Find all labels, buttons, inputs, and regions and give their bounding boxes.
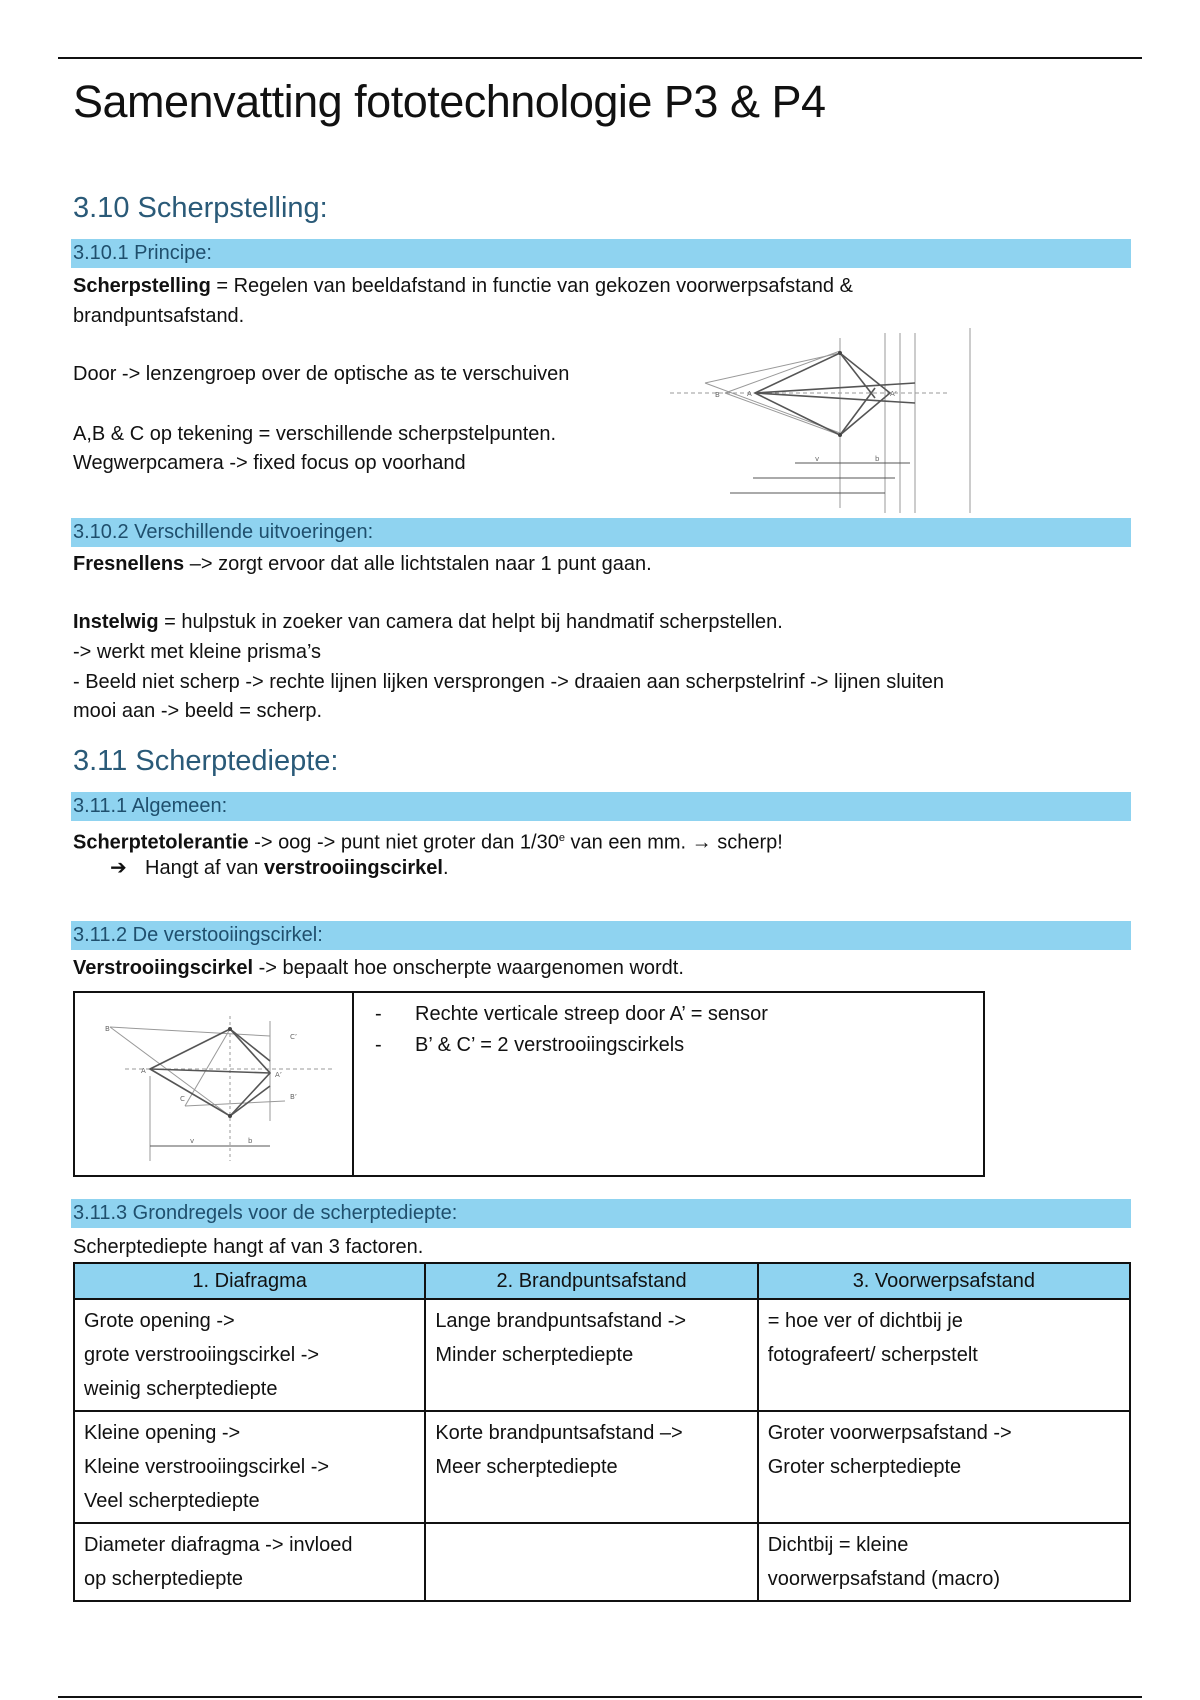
verstrooiing-diagram-svg bbox=[85, 1001, 345, 1171]
column-header-voorwerpsafstand: 3. Voorwerpsafstand bbox=[758, 1263, 1130, 1299]
fig2-label-a-prime: A’ bbox=[275, 1071, 283, 1079]
fig2-label-a: A bbox=[141, 1067, 146, 1075]
line-fresnellens bbox=[73, 549, 652, 579]
table-cell: Korte brandpuntsafstand –> Meer scherptediepte bbox=[425, 1411, 757, 1523]
bullet-text: Rechte verticale streep door A’ = sensor bbox=[415, 1003, 768, 1025]
fresnellens-text: –> zorgt ervoor dat alle lichtstalen naar 1 punt gaan. bbox=[184, 553, 652, 575]
table-header-row bbox=[74, 1263, 1130, 1299]
line-prisma: -> werkt met kleine prisma’s bbox=[73, 641, 322, 663]
scherptetolerantie-text-2: van een mm. → scherp! bbox=[564, 831, 783, 854]
bullet-dash: - bbox=[375, 1003, 382, 1025]
subheading-3-10-2: 3.10.2 Verschillende uitvoeringen: bbox=[73, 521, 374, 543]
table-cell: Grote opening -> grote verstrooiingscirkel -> weinig scherptediepte bbox=[74, 1299, 425, 1411]
fig2-label-c: C bbox=[180, 1095, 185, 1103]
subheading-bar-3-11-1 bbox=[71, 792, 1131, 821]
arrow-icon: ➔ bbox=[110, 857, 127, 879]
table-cell: = hoe ver of dichtbij je fotografeert/ scherpstelt bbox=[758, 1299, 1130, 1411]
table-cell: Kleine opening -> Kleine verstrooiingscirkel -> Veel scherptediepte bbox=[74, 1411, 425, 1523]
box-divider bbox=[352, 993, 354, 1175]
subheading-3-11-3: 3.11.3 Grondregels voor de scherptediepte: bbox=[73, 1202, 458, 1224]
term-scherpstelling: Scherpstelling bbox=[73, 275, 211, 297]
bullet-item bbox=[375, 999, 768, 1030]
fig1-label-a: A bbox=[747, 390, 752, 398]
fig2-label-b-small: b bbox=[248, 1137, 253, 1145]
section-heading-3-10: 3.10 Scherpstelling: bbox=[73, 192, 328, 224]
subheading-3-10-1: 3.10.1 Principe: bbox=[73, 242, 212, 264]
table-row bbox=[74, 1299, 1130, 1411]
term-scherptetolerantie: Scherptetolerantie bbox=[73, 831, 249, 854]
definition-continued: brandpuntsafstand. bbox=[73, 305, 245, 327]
page-title: Samenvatting fototechnologie P3 & P4 bbox=[73, 76, 826, 127]
column-header-diafragma: 1. Diafragma bbox=[74, 1263, 425, 1299]
fig2-label-b-prime: B’ bbox=[290, 1093, 298, 1101]
verstrooiing-box bbox=[73, 991, 985, 1177]
fig2-label-b: B bbox=[105, 1025, 110, 1033]
verstrooiing-bullets bbox=[375, 999, 768, 1061]
fig1-label-b: B bbox=[715, 391, 720, 399]
fig2-label-c-prime: C’ bbox=[290, 1033, 298, 1041]
hangt-bold: verstrooiingscirkel bbox=[263, 857, 443, 879]
subheading-3-11-2: 3.11.2 De verstooiingscirkel: bbox=[73, 924, 323, 946]
term-instelwig: Instelwig bbox=[73, 611, 159, 633]
scherptetolerantie-text: -> oog -> punt niet groter dan 1/30 bbox=[248, 831, 559, 854]
term-verstrooiingscirkel: Verstrooiingscirkel bbox=[73, 957, 254, 979]
line-abc: A,B & C op tekening = verschillende scherpstelpunten. bbox=[73, 423, 557, 445]
focus-diagram-svg bbox=[665, 323, 1010, 518]
hangt-text: Hangt af van bbox=[145, 857, 264, 879]
table-cell: Groter voorwerpsafstand -> Groter scherptediepte bbox=[758, 1411, 1130, 1523]
line-wegwerp: Wegwerpcamera -> fixed focus op voorhand bbox=[73, 452, 466, 474]
table-row bbox=[74, 1523, 1130, 1601]
column-header-brandpuntsafstand: 2. Brandpuntsafstand bbox=[425, 1263, 757, 1299]
grondregels-table bbox=[73, 1262, 1131, 1602]
top-rule bbox=[58, 57, 1142, 59]
verstrooiingscirkel-text: -> bepaalt hoe onscherpte waargenomen wordt. bbox=[253, 957, 684, 979]
bottom-rule bbox=[58, 1696, 1142, 1698]
bullet-text: B’ & C’ = 2 verstrooiingscirkels bbox=[415, 1034, 685, 1056]
line-beeld-1: - Beeld niet scherp -> rechte lijnen lijken versprongen -> draaien aan scherpstelrinf -> lijnen sluiten bbox=[73, 671, 945, 693]
fig1-label-v: v bbox=[815, 455, 820, 463]
grondregels-intro: Scherptediepte hangt af van 3 factoren. bbox=[73, 1236, 424, 1258]
subheading-bar-3-10-1 bbox=[71, 239, 1131, 268]
superscript-e: e bbox=[558, 832, 565, 844]
line-instelwig bbox=[73, 607, 783, 637]
fig1-label-b-bottom: b bbox=[875, 455, 880, 463]
line-beeld-2: mooi aan -> beeld = scherp. bbox=[73, 700, 323, 722]
hangt-end: . bbox=[442, 857, 449, 879]
instelwig-text: = hulpstuk in zoeker van camera dat helpt bij handmatif scherpstellen. bbox=[158, 611, 783, 633]
bullet-item bbox=[375, 1030, 768, 1061]
table-cell: Lange brandpuntsafstand -> Minder scherptediepte bbox=[425, 1299, 757, 1411]
section-heading-3-11: 3.11 Scherptediepte: bbox=[73, 745, 339, 777]
table-cell: Dichtbij = kleine voorwerpsafstand (macro) bbox=[758, 1523, 1130, 1601]
subheading-3-11-1: 3.11.1 Algemeen: bbox=[73, 795, 228, 817]
line-hangt-af bbox=[110, 853, 449, 883]
table-cell bbox=[425, 1523, 757, 1601]
definition-scherpstelling bbox=[73, 271, 853, 301]
verstrooiing-diagram-image bbox=[85, 1001, 345, 1171]
definition-text: = Regelen van beeldafstand in functie van gekozen voorwerpsafstand & bbox=[210, 275, 853, 297]
bullet-dash: - bbox=[375, 1034, 382, 1056]
table-row bbox=[74, 1411, 1130, 1523]
line-verstrooiingscirkel bbox=[73, 953, 684, 983]
term-fresnellens: Fresnellens bbox=[73, 553, 185, 575]
focus-diagram-image bbox=[665, 323, 1010, 518]
line-door: Door -> lenzengroep over de optische as te verschuiven bbox=[73, 363, 570, 385]
fig1-label-a-prime: A’ bbox=[890, 390, 898, 398]
table-cell: Diameter diafragma -> invloed op scherptediepte bbox=[74, 1523, 425, 1601]
fig2-label-v: v bbox=[190, 1137, 195, 1145]
